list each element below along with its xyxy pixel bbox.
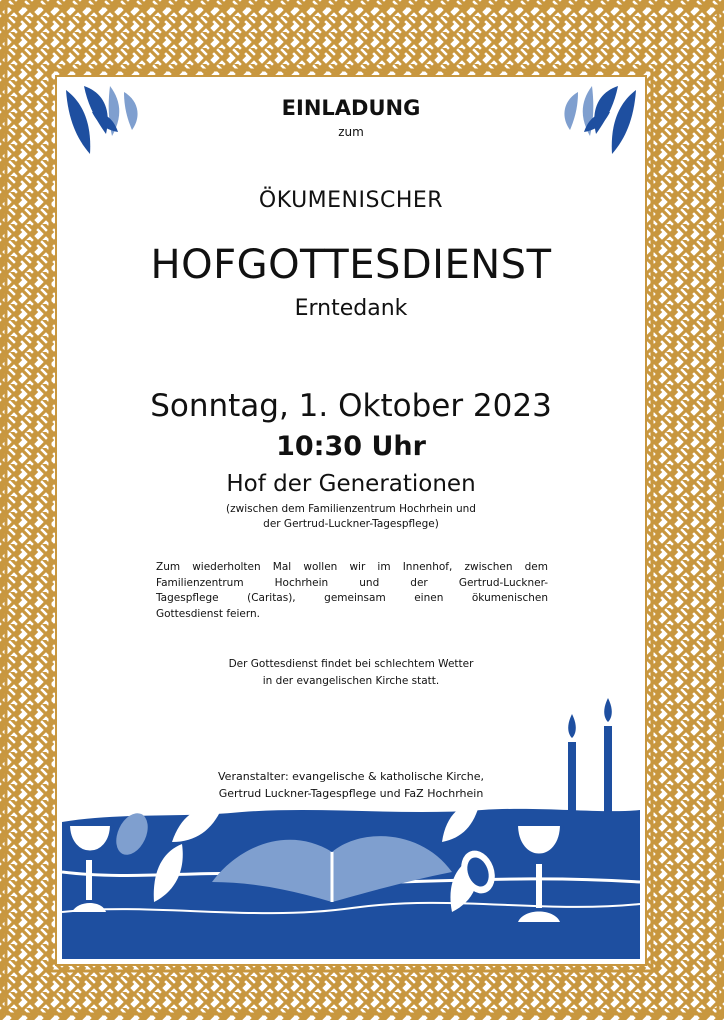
location-note-line-1: (zwischen dem Familienzentrum Hochrhein und xyxy=(226,503,476,515)
event-subtitle: Erntedank xyxy=(294,296,408,321)
paragraph-line: Zum wiederholten Mal wollen wir im Innenhof, zwischen dem xyxy=(156,561,548,573)
paragraph-line: Tagespflege (Caritas), gemeinsam einen ökumenischen xyxy=(156,592,548,604)
harvest-table-illustration xyxy=(62,802,640,959)
organizers-line-2: Gertrud Luckner-Tagespflege und FaZ Hochrhein xyxy=(218,787,484,800)
organizers-line-1: Veranstalter: evangelische & katholische Kirche, xyxy=(218,770,484,783)
event-time: 10:30 Uhr xyxy=(276,431,426,462)
invitation-page xyxy=(62,82,640,959)
paragraph-line: Gottesdienst feiern. xyxy=(156,607,261,620)
weather-note-line-2: in der evangelischen Kirche statt. xyxy=(262,675,440,687)
description-paragraph xyxy=(156,560,548,622)
invitation-connector: zum xyxy=(338,125,364,139)
event-location: Hof der Generationen xyxy=(226,471,476,497)
event-title: HOFGOTTESDIENST xyxy=(150,242,552,288)
location-note-line-2: der Gertrud-Luckner-Tagespflege) xyxy=(263,518,439,530)
event-date: Sonntag, 1. Oktober 2023 xyxy=(150,388,552,424)
invitation-heading: EINLADUNG xyxy=(281,96,421,120)
paragraph-line: Familienzentrum Hochrhein und der Gertrud-Luckner- xyxy=(156,576,548,589)
event-kicker: ÖKUMENISCHER xyxy=(258,188,444,213)
weather-note-line-1: Der Gottesdienst findet bei schlechtem Wetter xyxy=(228,658,474,670)
